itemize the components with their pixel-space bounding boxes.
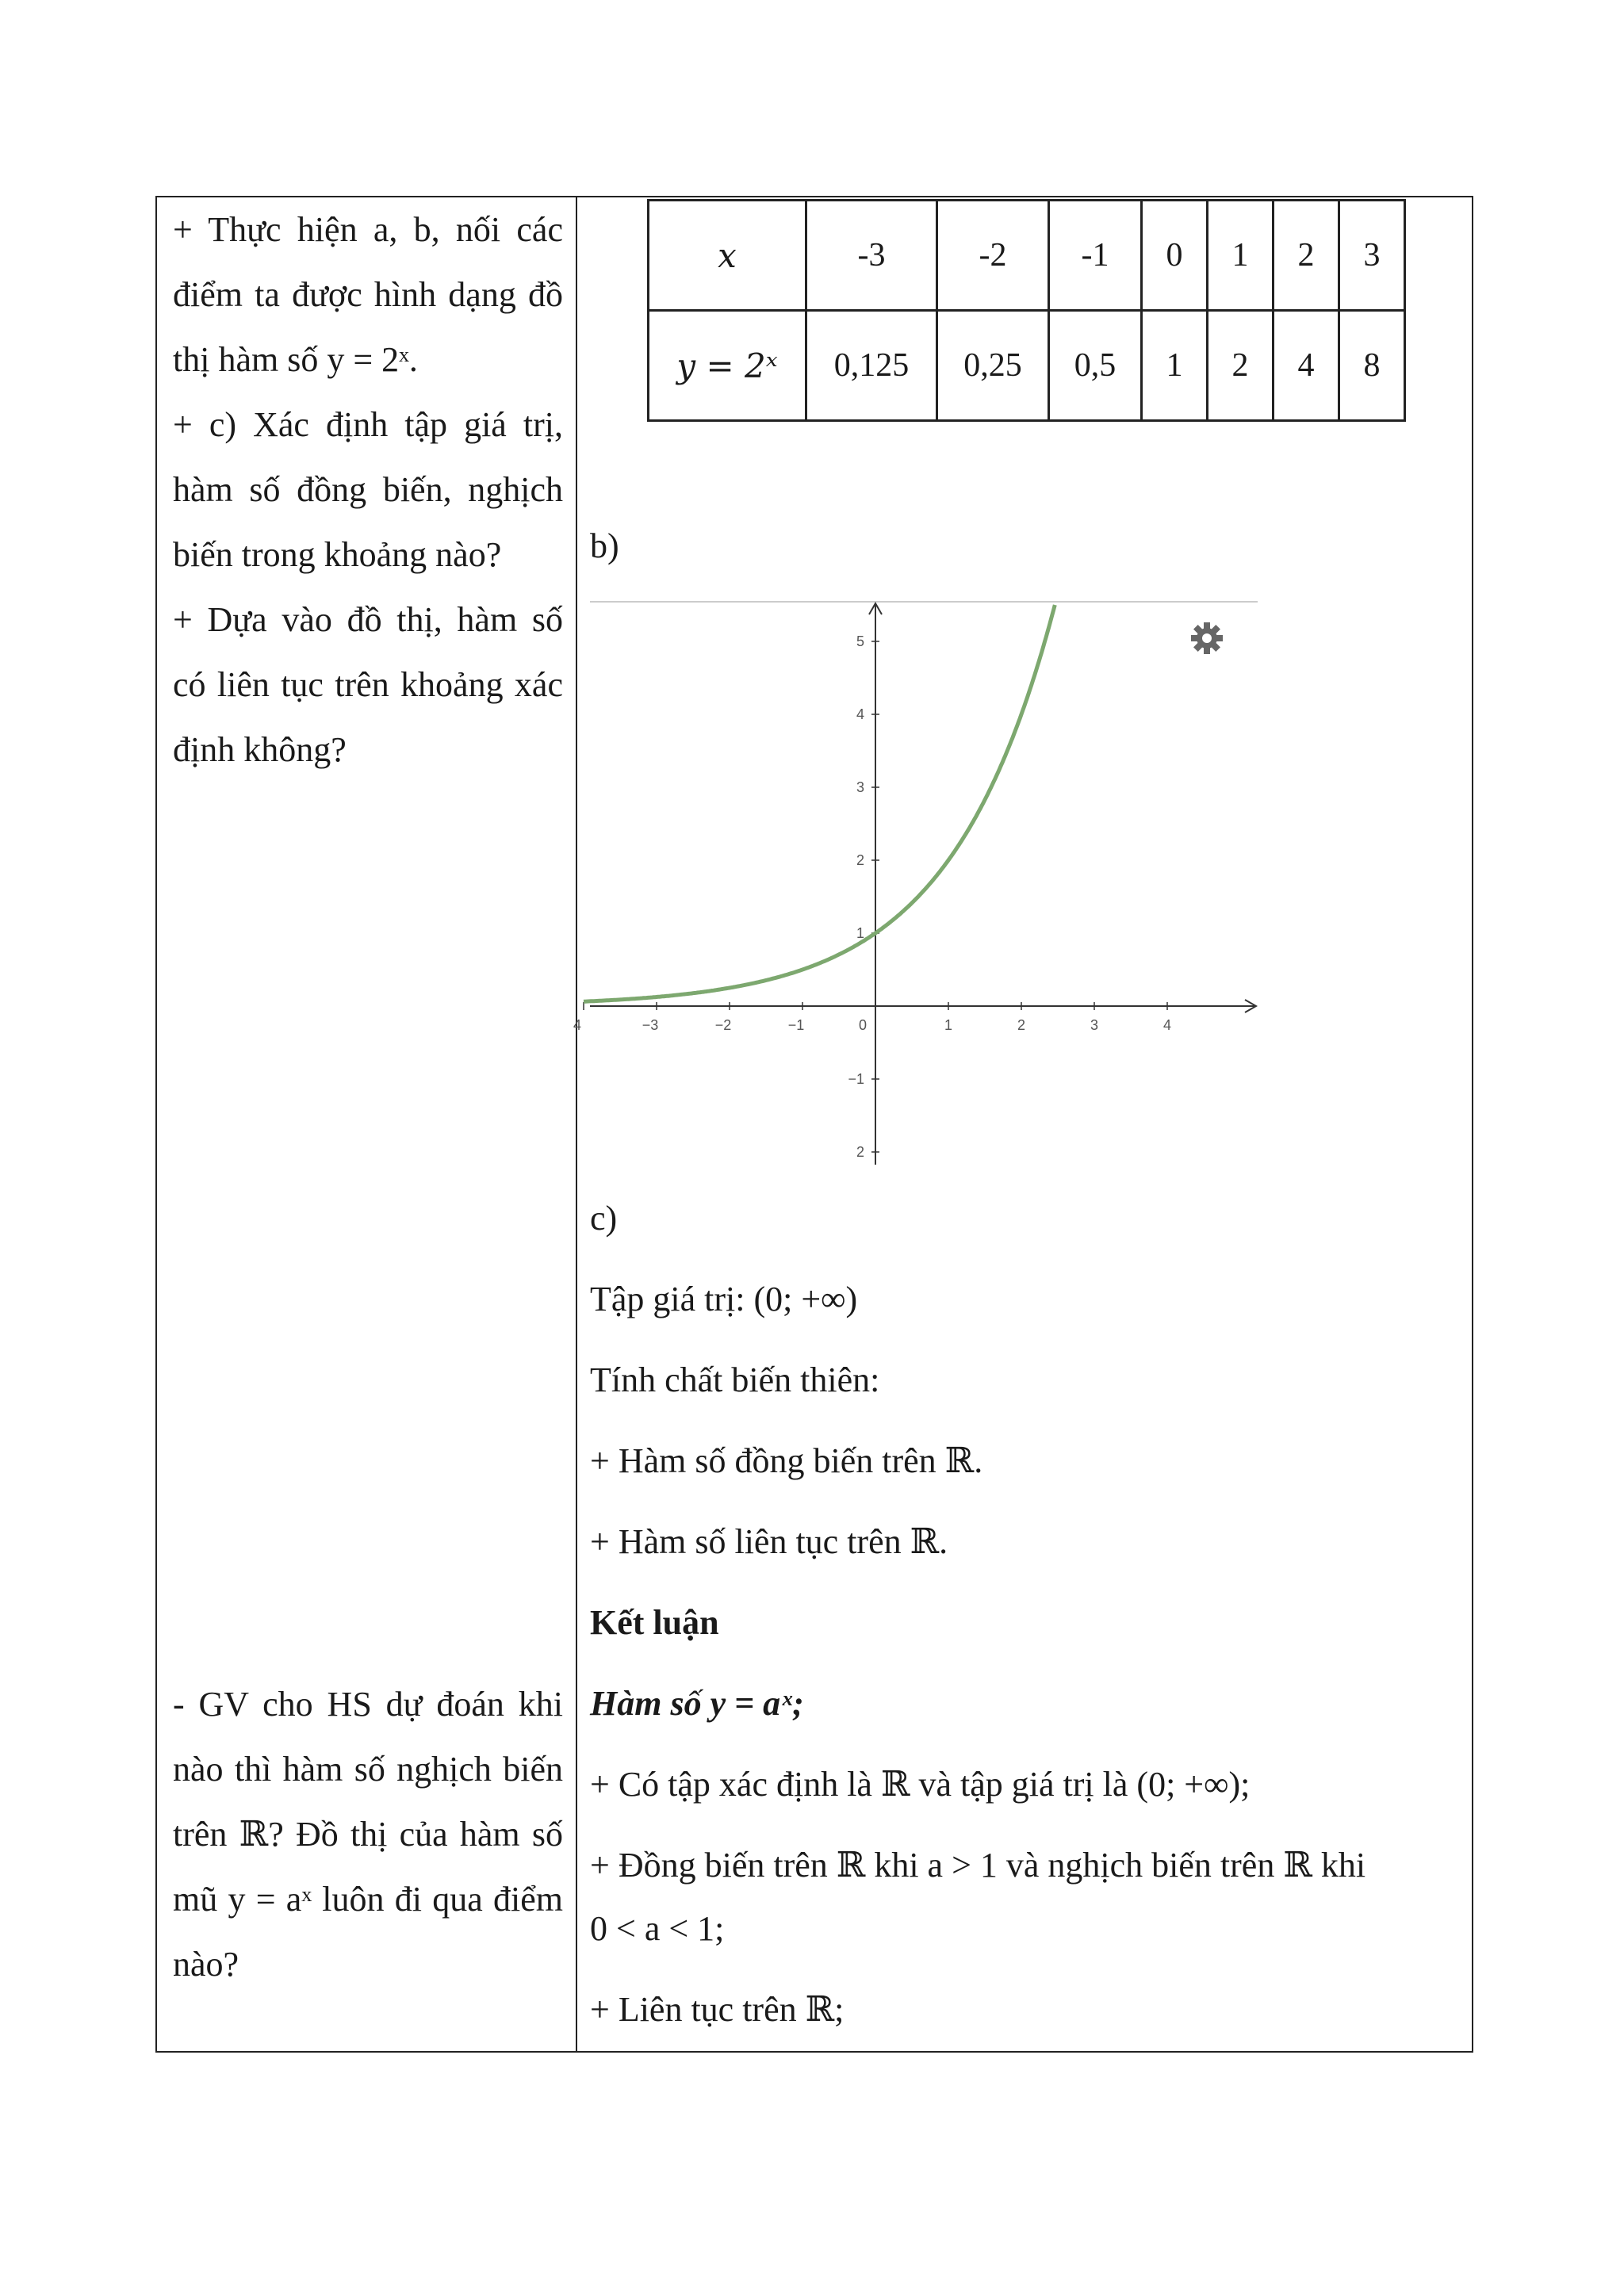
- domain-range-text: + Có tập xác định là ℝ và tập giá trị là (0; +∞);: [590, 1765, 1251, 1804]
- y-tick-label: 4: [856, 706, 864, 722]
- function-label: Hàm số y = aˣ;: [590, 1684, 804, 1723]
- x-tick-label: −3: [642, 1017, 659, 1033]
- table-cell: 2: [1274, 201, 1339, 311]
- lesson-table: [155, 196, 1473, 2053]
- y-tick-label: 1: [856, 925, 864, 941]
- exponential-graph: [573, 594, 1258, 1165]
- value-table: [647, 199, 1406, 422]
- x-tick-label: 3: [1090, 1017, 1099, 1033]
- left-paragraph-2: + c) Xác định tập giá trị, hàm số đồng biến, nghịch biến trong khoảng nào?: [173, 405, 563, 574]
- table-cell: -3: [806, 201, 937, 311]
- left-paragraph-4: - GV cho HS dự đoán khi nào thì hàm số nghịch biến trên ℝ? Đồ thị của hàm số mũ y = aˣ luôn đi qua điểm nào?: [173, 1685, 563, 1984]
- increasing-text: + Hàm số đồng biến trên ℝ.: [590, 1441, 983, 1480]
- monotonic-text-2: 0 < a < 1;: [590, 1909, 725, 1948]
- table-cell: 0,25: [937, 311, 1049, 421]
- table-cell: 1: [1142, 311, 1208, 421]
- continuous-text: + Hàm số liên tục trên ℝ.: [590, 1522, 948, 1561]
- y-tick-label: 2: [856, 852, 864, 868]
- label-b: b): [590, 526, 619, 565]
- left-block-questions: [173, 197, 563, 783]
- function-curve: [584, 605, 1055, 1001]
- x-tick-label: 4: [573, 1017, 582, 1033]
- left-paragraph-3: + Dựa vào đồ thị, hàm số có liên tục trên khoảng xác định không?: [173, 600, 563, 769]
- table-row: [649, 311, 1405, 421]
- table-row: [649, 201, 1405, 311]
- monotonic-text-1: + Đồng biến trên ℝ khi a > 1 và nghịch biến trên ℝ khi: [590, 1846, 1366, 1885]
- y-tick-label: 2: [856, 1144, 864, 1160]
- table-cell: 0,5: [1049, 311, 1142, 421]
- column-divider: [576, 197, 577, 2051]
- x-tick-label: 2: [1017, 1017, 1026, 1033]
- x-tick-label: 4: [1162, 1017, 1172, 1033]
- table-cell: 4: [1274, 311, 1339, 421]
- x-tick-label: 0: [858, 1017, 868, 1033]
- table-cell-header: x: [649, 201, 806, 311]
- x-tick-label: 1: [944, 1017, 953, 1033]
- table-cell: 1: [1208, 201, 1274, 311]
- y-tick-label: 3: [856, 779, 864, 795]
- table-cell: 8: [1339, 311, 1405, 421]
- label-c: c): [590, 1199, 618, 1238]
- gear-icon[interactable]: [1191, 622, 1223, 654]
- y-tick-label: −1: [848, 1071, 864, 1087]
- y-tick-label: 5: [856, 633, 864, 649]
- table-cell: 0,125: [806, 311, 937, 421]
- conclusion-heading: Kết luận: [590, 1603, 719, 1642]
- x-tick-label: −1: [787, 1017, 805, 1033]
- table-cell: 0: [1142, 201, 1208, 311]
- x-tick-label: −2: [714, 1017, 732, 1033]
- left-paragraph-1: + Thực hiện a, b, nối các điểm ta được hình dạng đồ thị hàm số y = 2ˣ.: [173, 210, 563, 379]
- left-block-teacher: [173, 1672, 563, 1997]
- continuity-text: + Liên tục trên ℝ;: [590, 1990, 845, 2029]
- property-title: Tính chất biến thiên:: [590, 1360, 880, 1399]
- table-cell: -1: [1049, 201, 1142, 311]
- table-cell: 3: [1339, 201, 1405, 311]
- table-cell-header: y = 2ˣ: [649, 311, 806, 421]
- table-cell: -2: [937, 201, 1049, 311]
- table-cell: 2: [1208, 311, 1274, 421]
- range-text: Tập giá trị: (0; +∞): [590, 1280, 858, 1318]
